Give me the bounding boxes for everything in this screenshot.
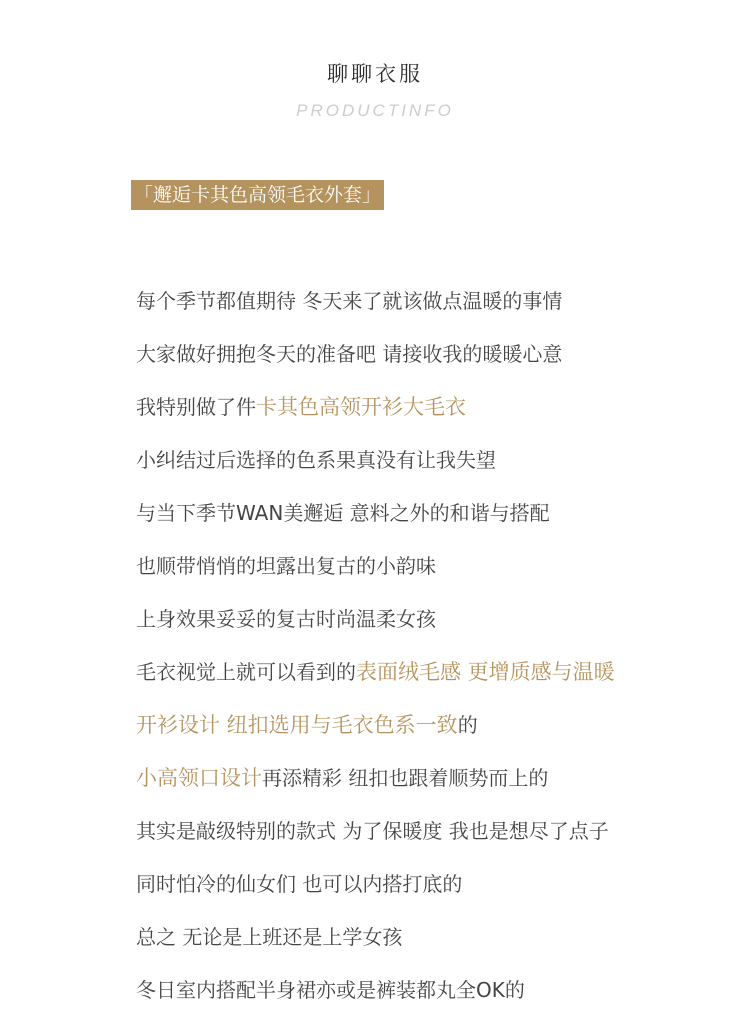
description-line — [136, 496, 736, 549]
body-text: 我特别做了件 — [136, 395, 256, 419]
description-line — [136, 708, 736, 761]
description-line — [136, 867, 736, 920]
product-name-tag: 「邂逅卡其色高领毛衣外套」 — [131, 180, 384, 210]
body-text: 上身效果妥妥的复古时尚温柔女孩 — [136, 607, 436, 631]
body-text: 大家做好拥抱冬天的准备吧 请接收我的暖暖心意 — [136, 342, 563, 366]
body-text: 也顺带悄悄的坦露出复古的小韵味 — [136, 554, 436, 578]
body-text: 冬日室内搭配半身裙亦或是裤装都丸全OK的 — [136, 978, 525, 1002]
highlight-text: 开衫设计 纽扣选用与毛衣色系一致 — [136, 713, 458, 737]
body-text: 毛衣视觉上就可以看到的 — [136, 660, 356, 684]
description-line — [136, 284, 736, 337]
description-line — [136, 920, 736, 973]
page-title: 聊聊衣服 — [327, 62, 423, 86]
description-line — [136, 814, 736, 867]
description-line — [136, 761, 736, 814]
body-text: 其实是敲级特别的款式 为了保暖度 我也是想尽了点子 — [136, 819, 609, 843]
body-text: 总之 无论是上班还是上学女孩 — [136, 925, 403, 949]
page-subtitle: PRODUCTINFO — [296, 101, 454, 120]
description-line — [136, 443, 736, 496]
description-line — [136, 549, 736, 602]
description-text — [136, 284, 736, 1026]
body-text: 同时怕冷的仙女们 也可以内搭打底的 — [136, 872, 463, 896]
body-text: 与当下季节WAN美邂逅 意料之外的和谐与搭配 — [136, 501, 550, 525]
description-line — [136, 337, 736, 390]
highlight-text: 小高领口设计 — [136, 766, 262, 790]
description-line — [136, 655, 736, 708]
highlight-text: 卡其色高领开衫大毛衣 — [256, 395, 466, 419]
body-text: 再添精彩 纽扣也跟着顺势而上的 — [262, 766, 549, 790]
body-text: 的 — [457, 713, 478, 737]
body-text: 小纠结过后选择的色系果真没有让我失望 — [136, 448, 496, 472]
description-line — [136, 390, 736, 443]
description-line — [136, 973, 736, 1026]
body-text: 每个季节都值期待 冬天来了就该做点温暖的事情 — [136, 289, 563, 313]
description-line — [136, 602, 736, 655]
highlight-text: 表面绒毛感 更增质感与温暖 — [356, 660, 615, 684]
